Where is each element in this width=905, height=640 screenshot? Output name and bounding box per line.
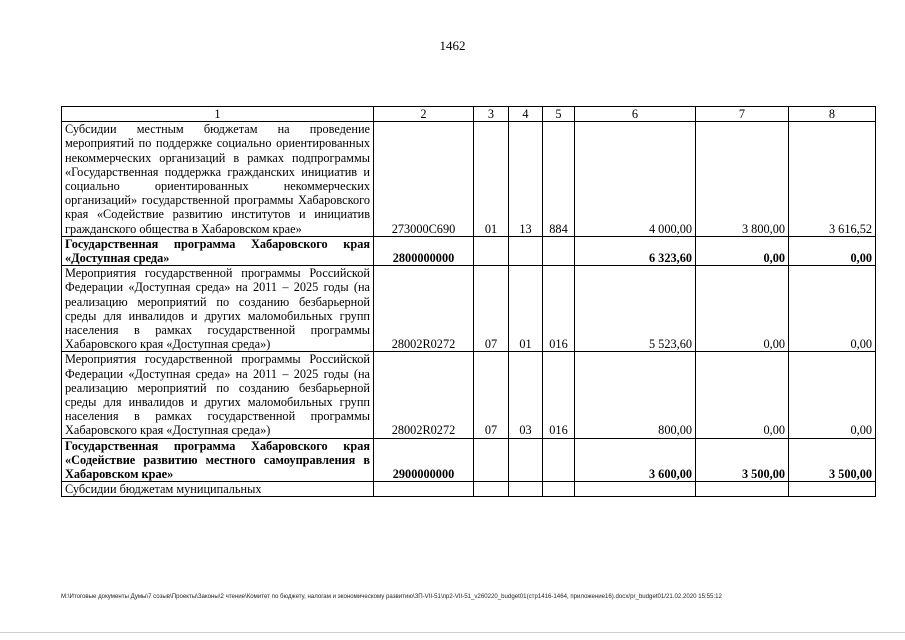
row-code: 28002R0272	[374, 352, 474, 438]
header-row	[62, 107, 876, 122]
row-expense-type	[543, 438, 575, 482]
row-value-6	[575, 482, 696, 497]
row-value-8	[789, 482, 876, 497]
header-cell: 2	[374, 107, 474, 122]
row-name: Государственная программа Хабаровского края «Содействие развитию местного самоуправления в Хабаровском крае»	[62, 438, 374, 482]
header-cell: 6	[575, 107, 696, 122]
row-section: 01	[474, 122, 509, 237]
row-value-7	[696, 482, 789, 497]
row-value-8: 3 616,52	[789, 122, 876, 237]
row-value-6: 3 600,00	[575, 438, 696, 482]
header-cell: 7	[696, 107, 789, 122]
header-cell: 8	[789, 107, 876, 122]
row-name: Мероприятия государственной программы Российской Федерации «Доступная среда» на 2011 – 2025 годы (на реализацию мероприятий по созданию безбарьерной среды для инвалидов и других маломобильных групп населения в рамках государственной программы Хабаровского края «Доступная среда»)	[62, 352, 374, 438]
row-name: Субсидии бюджетам муниципальных	[62, 482, 374, 497]
row-expense-type	[543, 482, 575, 497]
row-code	[374, 482, 474, 497]
row-value-8: 0,00	[789, 236, 876, 265]
document-path-footer: M:\Итоговые документы Думы\7 созыв\Проекты\Законы\2 чтение\Комитет по бюджету, налогам и экономическому развитию\ЗП-VII-51\пр2-VII-51_v260220_budget01(стр1416-1464, приложение16).docx/pr_budget01/21.02.2020 15:55:12	[61, 593, 722, 600]
table-row	[62, 266, 876, 352]
row-value-7: 0,00	[696, 352, 789, 438]
row-code: 2900000000	[374, 438, 474, 482]
table-row	[62, 236, 876, 265]
row-value-6: 800,00	[575, 352, 696, 438]
row-value-7: 0,00	[696, 266, 789, 352]
header-cell: 4	[509, 107, 543, 122]
row-section: 07	[474, 266, 509, 352]
budget-table	[61, 106, 876, 497]
row-value-8: 3 500,00	[789, 438, 876, 482]
row-section	[474, 438, 509, 482]
row-subsection	[509, 236, 543, 265]
table-row	[62, 122, 876, 237]
row-code: 2800000000	[374, 236, 474, 265]
row-value-6: 5 523,60	[575, 266, 696, 352]
row-section: 07	[474, 352, 509, 438]
row-value-7: 0,00	[696, 236, 789, 265]
row-code: 28002R0272	[374, 266, 474, 352]
row-section	[474, 236, 509, 265]
row-value-6: 6 323,60	[575, 236, 696, 265]
row-subsection	[509, 438, 543, 482]
row-expense-type: 884	[543, 122, 575, 237]
row-name: Государственная программа Хабаровского края «Доступная среда»	[62, 236, 374, 265]
table-row	[62, 482, 876, 497]
row-name: Мероприятия государственной программы Российской Федерации «Доступная среда» на 2011 – 2025 годы (на реализацию мероприятий по созданию безбарьерной среды для инвалидов и других маломобильных групп населения в рамках государственной программы Хабаровского края «Доступная среда»)	[62, 266, 374, 352]
header-cell: 5	[543, 107, 575, 122]
row-subsection: 03	[509, 352, 543, 438]
row-value-8: 0,00	[789, 266, 876, 352]
page-number: 1462	[439, 38, 466, 53]
page-edge-divider	[0, 632, 905, 633]
row-subsection: 01	[509, 266, 543, 352]
row-value-6: 4 000,00	[575, 122, 696, 237]
row-subsection	[509, 482, 543, 497]
row-value-7: 3 800,00	[696, 122, 789, 237]
table-row	[62, 352, 876, 438]
header-cell: 3	[474, 107, 509, 122]
row-code: 273000С690	[374, 122, 474, 237]
row-expense-type: 016	[543, 266, 575, 352]
table-row	[62, 438, 876, 482]
row-value-7: 3 500,00	[696, 438, 789, 482]
header-cell: 1	[62, 107, 374, 122]
row-subsection: 13	[509, 122, 543, 237]
row-name: Субсидии местным бюджетам на проведение мероприятий по поддержке социально ориентированных некоммерческих организаций в рамках подпрограммы «Государственная поддержка гражданских инициатив и социально ориентированных некоммерческих организаций» государственной программы Хабаровского края «Содействие развитию институтов и инициатив гражданского общества в Хабаровском крае»	[62, 122, 374, 237]
row-expense-type	[543, 236, 575, 265]
row-value-8: 0,00	[789, 352, 876, 438]
row-expense-type: 016	[543, 352, 575, 438]
row-section	[474, 482, 509, 497]
